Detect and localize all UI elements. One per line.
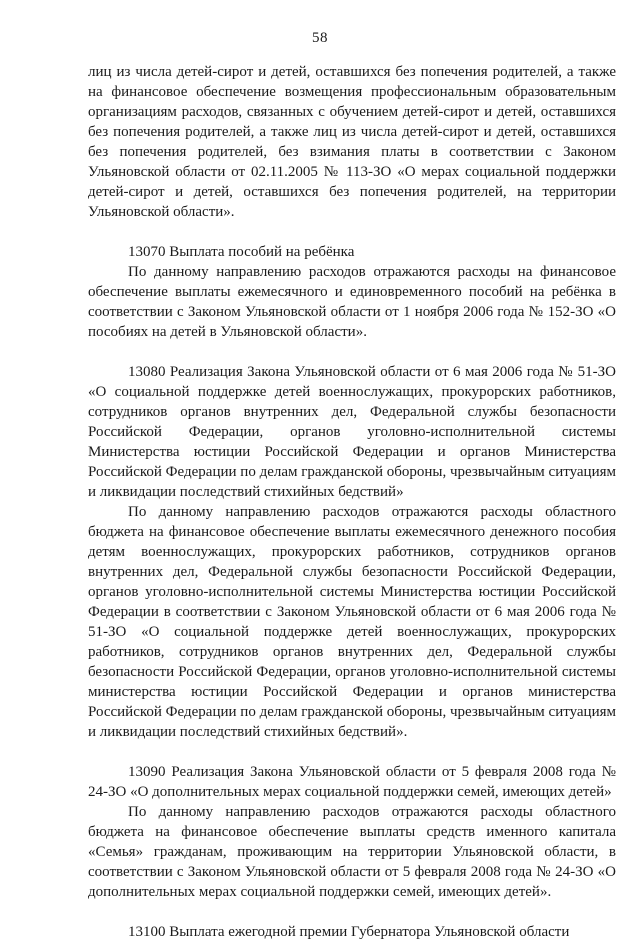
section-heading-13090: 13090 Реализация Закона Ульяновской области от 5 февраля 2008 года № 24-ЗО «О дополнительных мерах социальной поддержки семей, имеющих детей» [88, 764, 616, 800]
section-heading-13070: 13070 Выплата пособий на ребёнка [128, 244, 355, 260]
paragraph-continuation: лиц из числа детей-сирот и детей, оставшихся без попечения родителей, а также на финансовое обеспечение возмещения профессиональным образовательным организациям расходов, связанных с обучением детей-сирот и детей, оставшихся без попечения родителей, а также лиц из числа детей-сирот и детей, оставшихся без попечения родителей, без взимания платы в соответствии с Законом Ульяновской области от 02.11.2005 № 113-ЗО «О мерах социальной поддержки детей-сирот и детей, оставшихся без попечения родителей, на территории Ульяновской области». [88, 64, 616, 220]
section-heading-13100: 13100 Выплата ежегодной премии Губернатора Ульяновской области [128, 924, 570, 940]
section-heading-13080: 13080 Реализация Закона Ульяновской области от 6 мая 2006 года № 51-ЗО «О социальной поддержке детей военнослужащих, прокурорских работников, сотрудников органов внутренних дел, Федеральной службы безопасности Российской Федерации, органов уголовно-исполнительной системы Министерства юстиции Российской Федерации и органов Министерства Российской Федерации по делам гражданской обороны, чрезвычайным ситуациям и ликвидации последствий стихийных бедствий» [88, 364, 616, 500]
page-number: 58 [312, 30, 328, 46]
section-text-13090: По данному направлению расходов отражаются расходы областного бюджета на финансовое обеспечение выплаты средств именного капитала «Семья» гражданам, проживающим на территории Ульяновской области, в соответствии с Законом Ульяновской области от 5 февраля 2008 года № 24-ЗО «О дополнительных мерах социальной поддержки семей, имеющих детей». [88, 804, 616, 900]
section-text-13070: По данному направлению расходов отражаются расходы на финансовое обеспечение выплаты ежемесячного и единовременного пособий на ребёнка в соответствии с Законом Ульяновской области от 1 ноября 2006 года № 152-ЗО «О пособиях на детей в Ульяновской области». [88, 264, 616, 340]
section-text-13080: По данному направлению расходов отражаются расходы областного бюджета на финансовое обеспечение выплаты ежемесячного денежного пособия детям военнослужащих, прокурорских работников, сотрудников органов внутренних дел, Федеральной службы безопасности Российской Федерации, органов уголовно-исполнительной системы Министерства юстиции Российской Федерации в соответствии с Законом Ульяновской области от 6 мая 2006 года № 51-ЗО «О социальной поддержке детей военнослужащих, прокурорских работников, сотрудников органов внутренних дел, Федеральной службы безопасности Российской Федерации, органов уголовно-исполнительной системы министерства юстиции Российской Федерации и органов министерства Российской Федерации по делам гражданской обороны, чрезвычайным ситуациям и ликвидации последствий стихийных бедствий». [88, 504, 616, 740]
document-body [88, 62, 616, 942]
